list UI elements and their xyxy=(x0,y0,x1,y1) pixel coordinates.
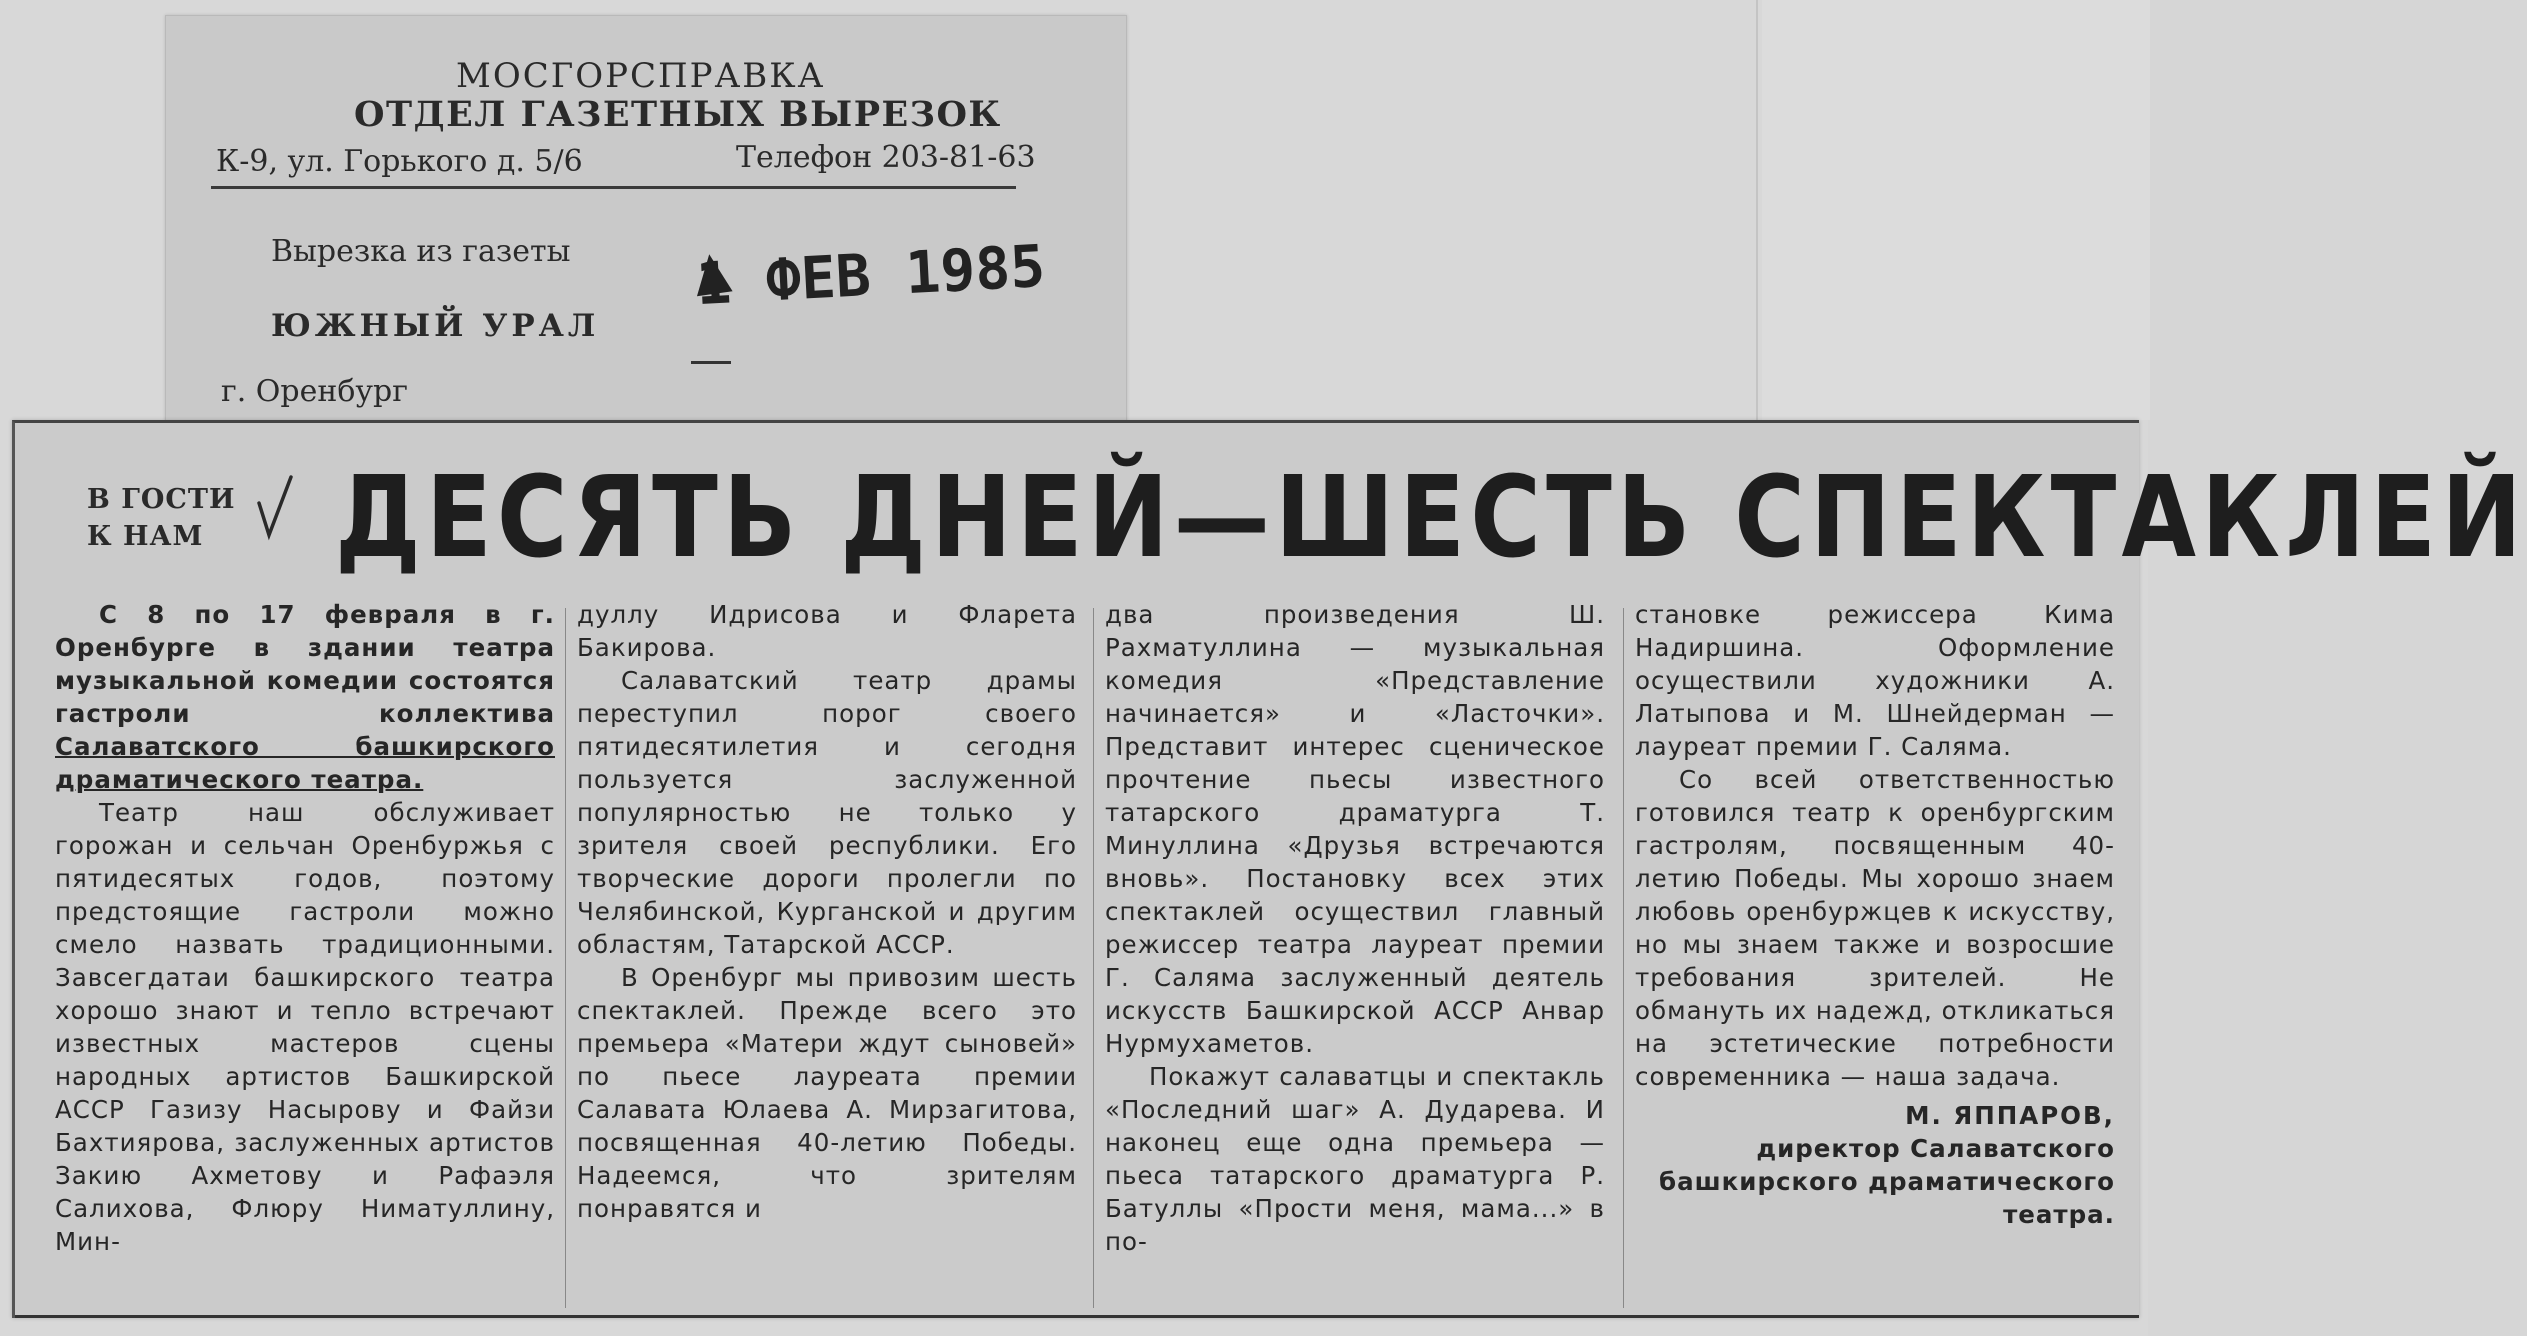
kicker-line-1: В ГОСТИ xyxy=(87,484,236,515)
background-paper-strip xyxy=(1762,0,2150,420)
article-body xyxy=(55,598,2115,1308)
date-stamp: 1 ФЕВ 1985 xyxy=(694,231,1047,319)
article-paragraph: два произведения Ш. Рахматуллина — музыкальная комедия «Представление начинается» и «Ласточки». Представит интерес сценическое прочтение пьесы известного татарского драматурга Т. Минуллина «Друзья встречаются вновь». Постановку всех этих спектаклей осуществил главный режиссер театра лауреат премии Г. Саляма заслуженный деятель искусств Башкирской АССР Анвар Нурмухаметов. xyxy=(1105,600,1605,1058)
article-headline: ДЕСЯТЬ ДНЕЙ—ШЕСТЬ СПЕКТАКЛЕЙ xyxy=(335,453,2527,583)
department-name: ОТДЕЛ ГАЗЕТНЫХ ВЫРЕЗОК xyxy=(354,94,1002,135)
article-paragraph: Со всей ответственностью готовился театр к оренбургским гастролям, посвященным 40-летию Победы. Мы хорошо знаем любовь оренбуржцев к искусству, но мы знаем также и возросшие требования зрителей. Не обмануть их надежд, откликаться на эстетические потребности современника — наша задача. xyxy=(1635,765,2115,1091)
article-paragraph: Театр наш обслуживает горожан и сельчан Оренбуржья с пятидесятых годов, поэтому предстоящие гастроли можно смело назвать традиционными. Завсегдатаи башкирского театра хорошо знают и тепло встречают известных мастеров сцены народных артистов Башкирской АССР Газизу Насырову и Файзи Бахтиярова, заслуженных артистов Закию Ахметову и Рафаэля Салихова, Флюру Ниматуллину, Мин- xyxy=(55,798,555,1256)
author-title-line-2: башкирского драматического xyxy=(1659,1167,2115,1196)
column-divider xyxy=(565,608,566,1308)
column-divider xyxy=(1623,608,1624,1308)
column-divider xyxy=(1093,608,1094,1308)
agency-name: МОСГОРСПРАВКА xyxy=(456,56,826,96)
author-title-line-3: театра. xyxy=(2003,1200,2115,1229)
header-divider xyxy=(211,186,1016,189)
checkmark-icon xyxy=(255,473,295,543)
clipping-service-label xyxy=(165,15,1127,437)
author-name: М. ЯППАРОВ, xyxy=(1905,1101,2115,1130)
lead-text: С 8 по 17 февраля в г. Оренбурге в здании театра музыкальной комедии состоятся гастроли коллектива xyxy=(55,600,555,728)
agency-address: К-9, ул. Горького д. 5/6 xyxy=(216,144,583,179)
clipping-bottom-rule xyxy=(15,1315,2139,1318)
article-paragraph: дуллу Идрисова и Фларета Бакирова. xyxy=(577,600,1077,662)
article-column-1 xyxy=(55,598,555,1258)
article-paragraph: Покажут салаватцы и спектакль «Последний шаг» А. Дударева. И наконец еще одна премьера — пьеса татарского драматурга Р. Батуллы «Прости меня, мама...» в по- xyxy=(1105,1062,1605,1256)
article-kicker xyxy=(87,481,235,555)
paper-edge-line xyxy=(1756,0,1758,420)
kicker-line-2: К НАМ xyxy=(87,521,204,552)
article-column-2 xyxy=(577,598,1077,1225)
newspaper-name: ЮЖНЫЙ УРАЛ xyxy=(271,308,600,344)
article-paragraph: становке режиссера Кима Надиршина. Оформление осуществили художники А. Латыпова и М. Шнейдерман — лауреат премии Г. Саляма. xyxy=(1635,600,2115,761)
lead-underlined-text: Салаватского башкирского драматического театра. xyxy=(55,732,555,794)
article-column-4 xyxy=(1635,598,2115,1231)
article-paragraph: Салаватский театр драмы переступил порог своего пятидесятилетия и сегодня пользуется заслуженной популярностью не только у зрителя своей республики. Его творческие дороги пролегли по Челябинской, Курганской и другим областям, Татарской АССР. xyxy=(577,666,1077,959)
newspaper-city: г. Оренбург xyxy=(221,374,408,409)
article-lead xyxy=(55,598,555,796)
clip-source-label: Вырезка из газеты xyxy=(271,234,571,269)
author-title-line-1: директор Салаватского xyxy=(1756,1134,2115,1163)
stamp-underline xyxy=(691,361,731,364)
author-signature xyxy=(1635,1099,2115,1231)
article-column-3 xyxy=(1105,598,1605,1258)
article-paragraph: В Оренбург мы привозим шесть спектаклей. Прежде всего это премьера «Матери ждут сыновей» по пьесе лауреата премии Салавата Юлаева А. Мирзагитова, посвященная 40-летию Победы. Надеемся, что зрителям понравятся и xyxy=(577,963,1077,1223)
agency-phone: Телефон 203-81-63 xyxy=(736,140,1036,175)
newspaper-clipping xyxy=(12,420,2527,1318)
